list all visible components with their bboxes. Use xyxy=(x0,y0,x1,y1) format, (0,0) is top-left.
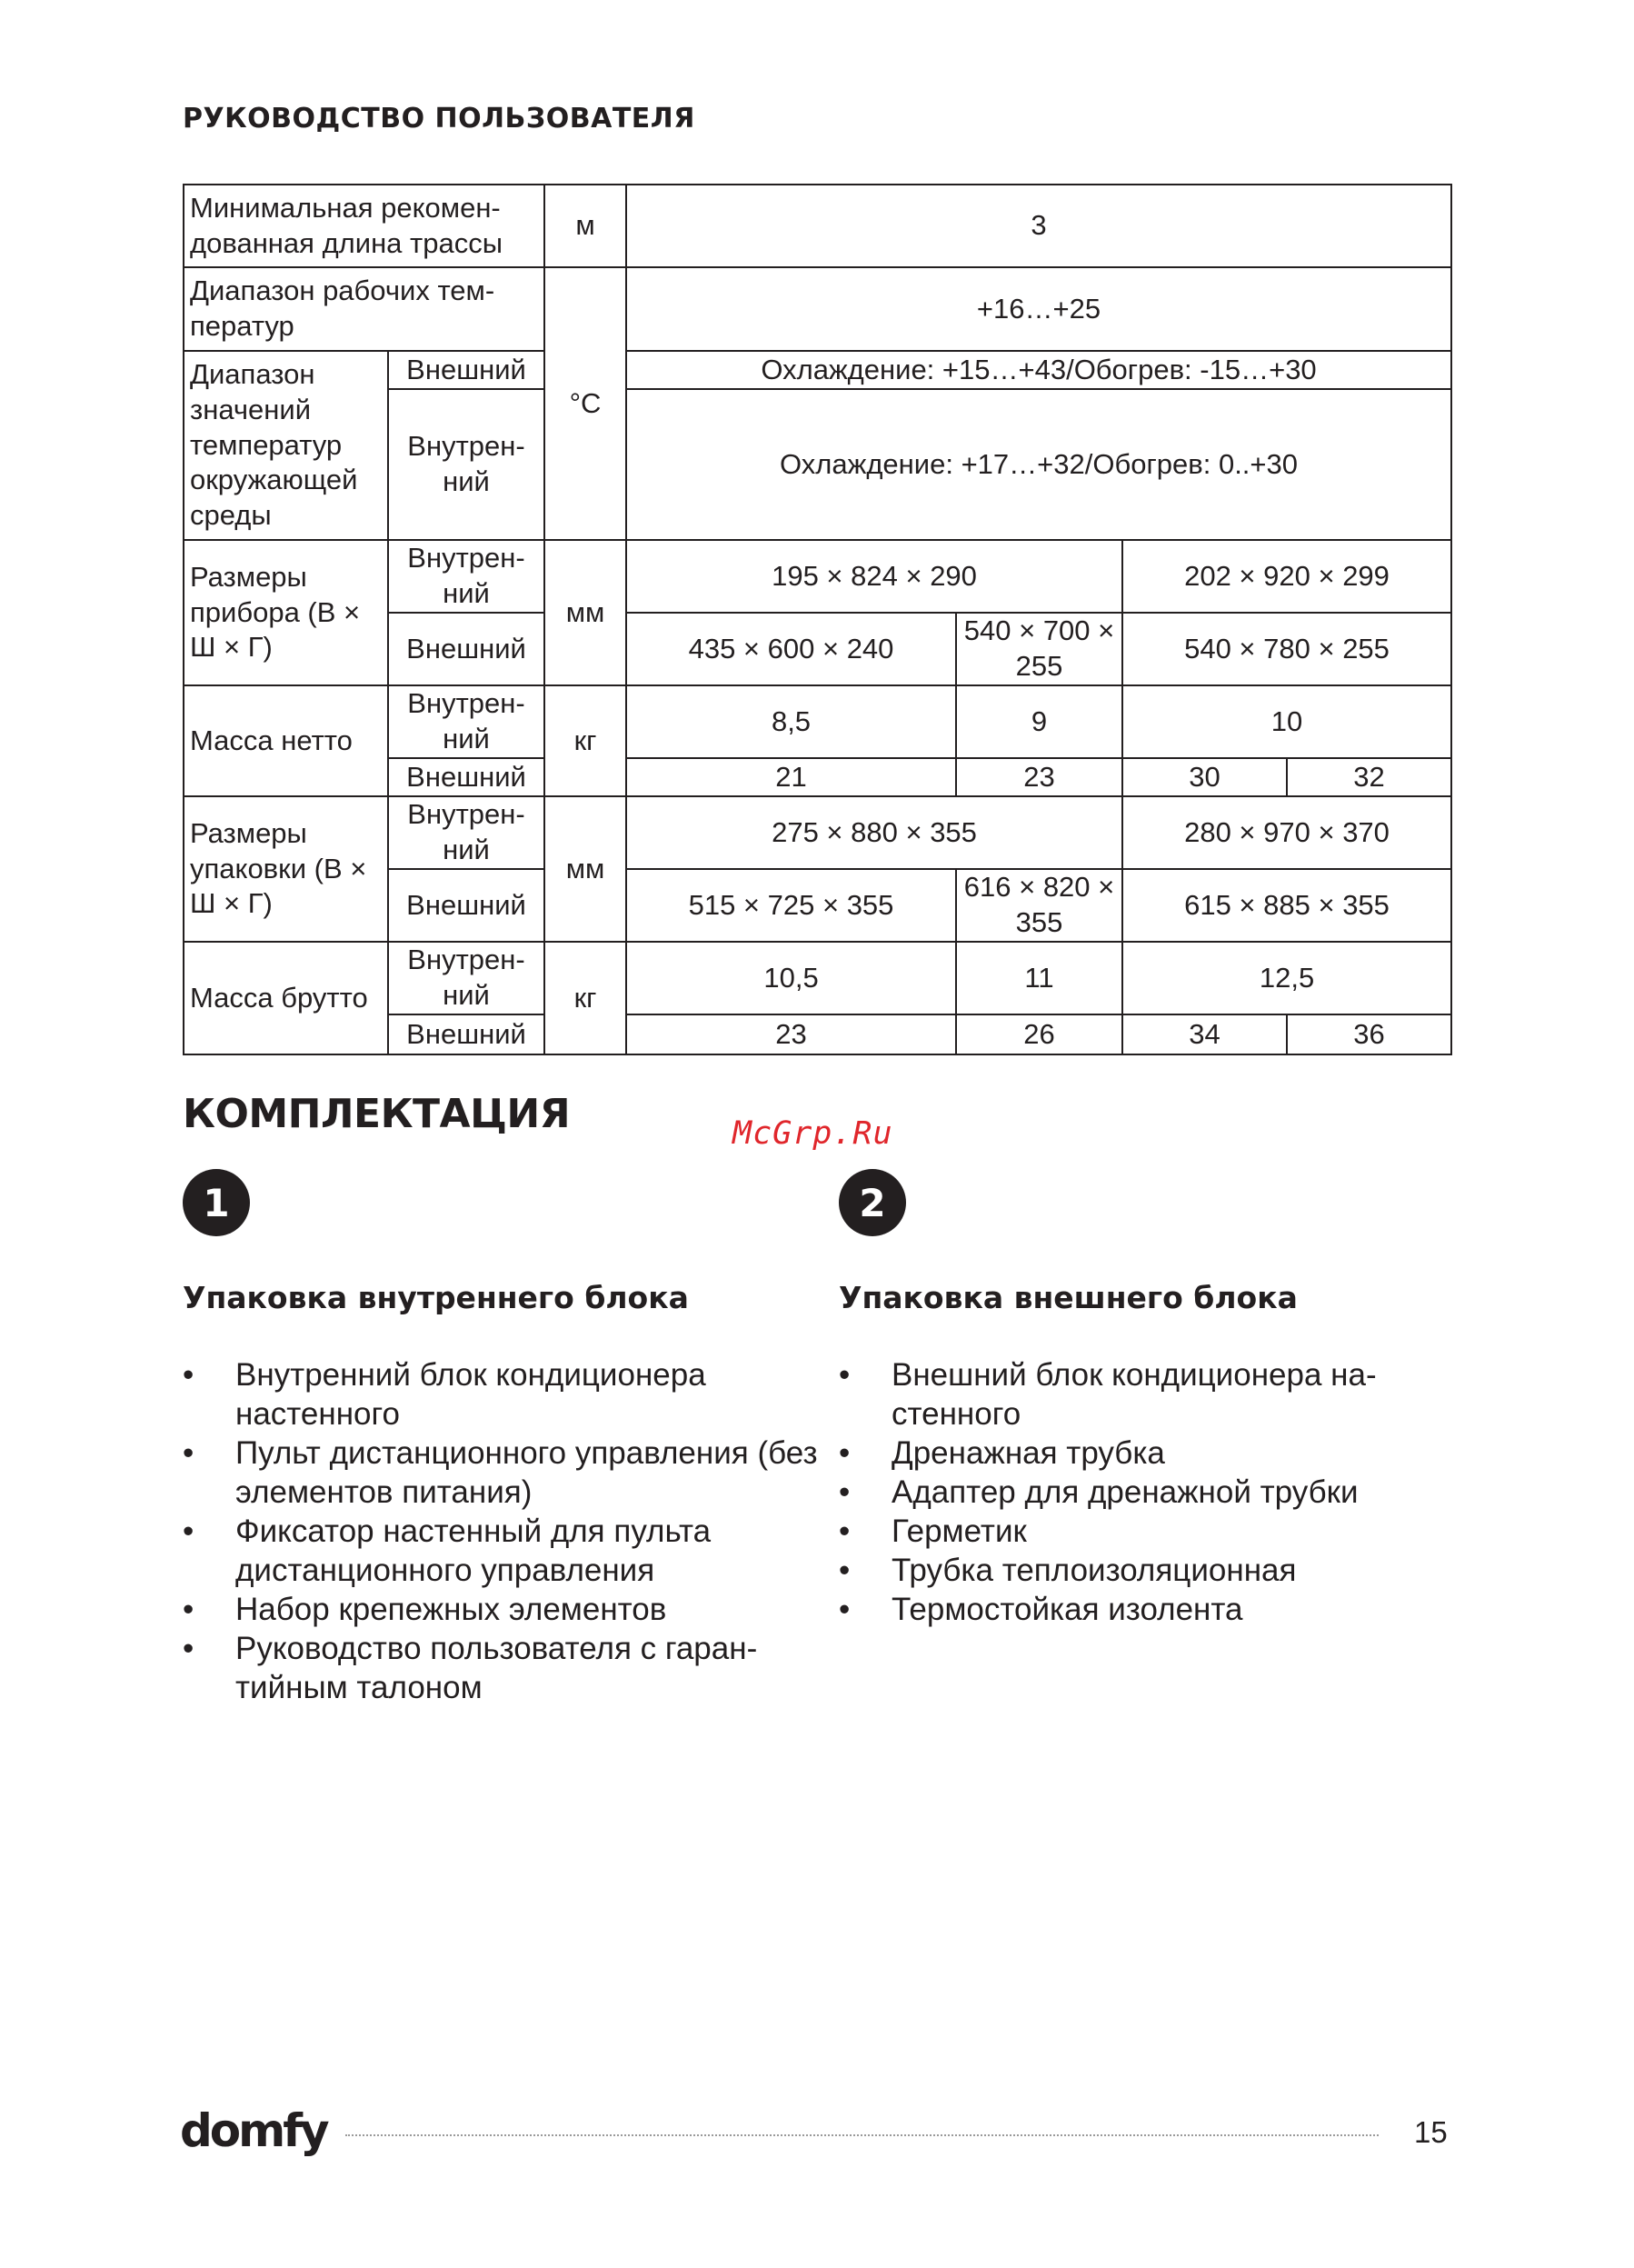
value-cell: +16…+25 xyxy=(626,267,1451,351)
value-cell: 515 × 725 × 355 xyxy=(626,869,956,942)
value-cell: 616 × 820 × 355 xyxy=(956,869,1122,942)
sub-label: Внутрен-ний xyxy=(388,942,544,1014)
table-row xyxy=(184,942,1451,1014)
value-cell: 23 xyxy=(626,1014,956,1054)
value-cell: 36 xyxy=(1287,1014,1451,1054)
row-label: Диапазон рабочих тем-ператур xyxy=(184,267,544,351)
list-item: • Внутренний блок кондиционера настенного xyxy=(183,1355,819,1434)
table-row xyxy=(184,540,1451,613)
sub-label: Внутрен-ний xyxy=(388,389,544,540)
list-item: • Пульт дистанционного управления (без элементов питания) xyxy=(183,1434,819,1512)
table-row xyxy=(184,796,1451,869)
row-label: Диапазон значений температур окружающей среды xyxy=(184,351,388,540)
value-cell: Охлаждение: +17…+32/Обогрев: 0..+30 xyxy=(626,389,1451,540)
value-cell: 21 xyxy=(626,758,956,796)
value-cell: Охлаждение: +15…+43/Обогрев: -15…+30 xyxy=(626,351,1451,389)
value-cell: 540 × 780 × 255 xyxy=(1122,613,1451,685)
row-label: Размеры прибора (В × Ш × Г) xyxy=(184,540,388,685)
value-cell: 8,5 xyxy=(626,685,956,758)
value-cell: 615 × 885 × 355 xyxy=(1122,869,1451,942)
value-cell: 540 × 700 × 255 xyxy=(956,613,1122,685)
sub-label: Внешний xyxy=(388,758,544,796)
list-item: • Фиксатор настенный для пульта дистанционного управления xyxy=(183,1512,819,1590)
value-cell: 10 xyxy=(1122,685,1451,758)
table-row xyxy=(184,351,1451,389)
outdoor-pack-title: Упаковка внешнего блока xyxy=(839,1280,1298,1315)
sub-label: Внутрен-ний xyxy=(388,540,544,613)
list-item: • Термостойкая изолента xyxy=(839,1590,1475,1629)
section-title: КОМПЛЕКТАЦИЯ xyxy=(183,1091,571,1137)
list-item: • Трубка теплоизоляционная xyxy=(839,1551,1475,1590)
sub-label: Внутрен-ний xyxy=(388,685,544,758)
page-number: 15 xyxy=(1414,2115,1448,2149)
table-row xyxy=(184,185,1451,267)
step-number-badge: 1 xyxy=(183,1169,250,1236)
brand-logo: domfy xyxy=(180,2104,327,2157)
value-cell: 275 × 880 × 355 xyxy=(626,796,1122,869)
step-number-badge: 2 xyxy=(839,1169,906,1236)
sub-label: Внешний xyxy=(388,869,544,942)
list-item: • Руководство пользователя с гаран-тийным талоном xyxy=(183,1629,819,1707)
value-cell: 195 × 824 × 290 xyxy=(626,540,1122,613)
list-item: • Адаптер для дренажной трубки xyxy=(839,1473,1475,1512)
row-label: Минимальная рекомен-дованная длина трассы xyxy=(184,185,544,267)
value-cell: 202 × 920 × 299 xyxy=(1122,540,1451,613)
row-label: Масса брутто xyxy=(184,942,388,1054)
specs-table xyxy=(183,184,1452,1055)
value-cell: 280 × 970 × 370 xyxy=(1122,796,1451,869)
value-cell: 30 xyxy=(1122,758,1287,796)
indoor-pack-title: Упаковка внутреннего блока xyxy=(183,1280,689,1315)
footer-divider xyxy=(345,2134,1379,2136)
sub-label: Внешний xyxy=(388,613,544,685)
value-cell: 11 xyxy=(956,942,1122,1014)
unit-cell: м xyxy=(544,185,626,267)
unit-cell: кг xyxy=(544,685,626,796)
value-cell: 34 xyxy=(1122,1014,1287,1054)
sub-label: Внешний xyxy=(388,1014,544,1054)
value-cell: 9 xyxy=(956,685,1122,758)
outdoor-pack-column xyxy=(839,1169,1475,1629)
value-cell: 3 xyxy=(626,185,1451,267)
value-cell: 10,5 xyxy=(626,942,956,1014)
indoor-pack-column xyxy=(183,1169,819,1707)
row-label: Масса нетто xyxy=(184,685,388,796)
value-cell: 435 × 600 × 240 xyxy=(626,613,956,685)
outdoor-pack-list xyxy=(839,1355,1475,1629)
row-label: Размеры упаковки (В × Ш × Г) xyxy=(184,796,388,942)
sub-label: Внешний xyxy=(388,351,544,389)
value-cell: 12,5 xyxy=(1122,942,1451,1014)
watermark: McGrp.Ru xyxy=(732,1115,893,1152)
unit-cell: мм xyxy=(544,796,626,942)
value-cell: 26 xyxy=(956,1014,1122,1054)
unit-cell: °C xyxy=(544,267,626,540)
value-cell: 23 xyxy=(956,758,1122,796)
unit-cell: кг xyxy=(544,942,626,1054)
list-item: • Герметик xyxy=(839,1512,1475,1551)
table-row xyxy=(184,685,1451,758)
value-cell: 32 xyxy=(1287,758,1451,796)
sub-label: Внутрен-ний xyxy=(388,796,544,869)
unit-cell: мм xyxy=(544,540,626,685)
list-item: • Внешний блок кондиционера на-стенного xyxy=(839,1355,1475,1434)
list-item: • Дренажная трубка xyxy=(839,1434,1475,1473)
indoor-pack-list xyxy=(183,1355,819,1707)
list-item: • Набор крепежных элементов xyxy=(183,1590,819,1629)
table-row xyxy=(184,267,1451,351)
page-header: РУКОВОДСТВО ПОЛЬЗОВАТЕЛЯ xyxy=(183,103,695,135)
